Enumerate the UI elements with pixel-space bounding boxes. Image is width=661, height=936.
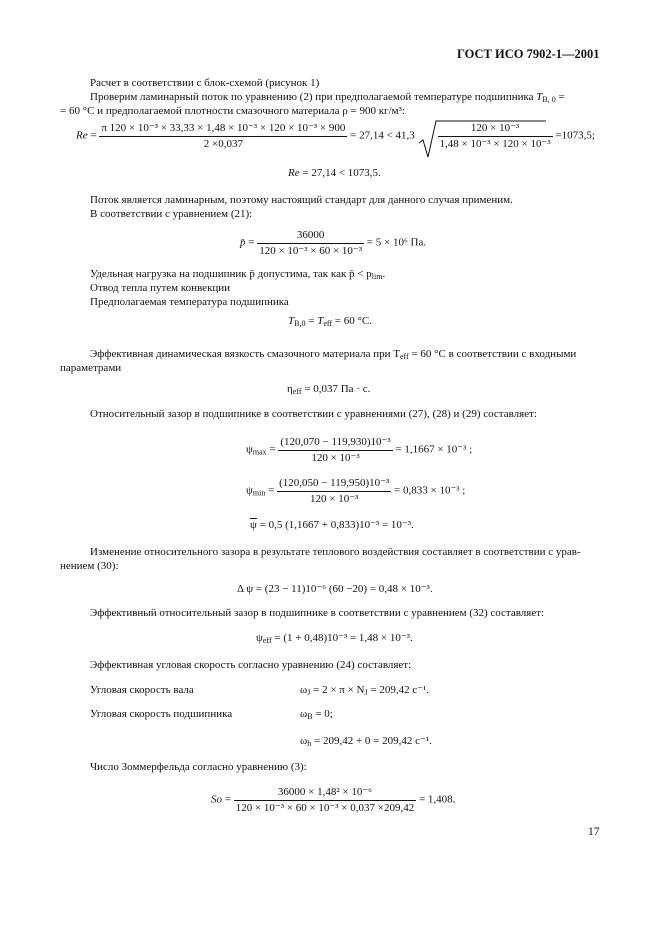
viscosity-text-line-1: Эффективная динамическая вязкость смазочного материала при $T_{eff} = 60$ °С в соответствии с входными: [90, 348, 577, 361]
heat-removal: Отвод тепла путем конвекции: [90, 282, 231, 294]
viscosity-text-line-2: параметрами: [60, 362, 122, 374]
clearance-change-line-1: Изменение относительного зазора в результате теплового воздействия составляет в соответствии с урав-: [90, 546, 581, 558]
psi-min-equation: $\psi_{min}$ = $\frac{\text{(120,050 − 119,950)10⁻³}}{\text{120 × 10⁻³}}$ = 0,833 × 10⁻³ ;: [246, 477, 466, 505]
delta-psi-equation: Δ ψ = (23 − 11)10⁻⁶ (60 −20) = 0,48 × 10⁻³.: [237, 583, 433, 595]
assumed-temperature: Предполагаемая температура подшипника: [90, 296, 289, 308]
clearance-change-line-2: нением (30):: [60, 560, 119, 572]
reynolds-result: Re = 27,14 < 1073,5.: [288, 167, 381, 179]
reynolds-equation: Re = $\frac{\text{π 120 × 10⁻³ × 33,33 × 1,48 × 10⁻³ × 120 × 10⁻³ × 900}}{2 \times 0,037}$ = 27,14 < 41,3 $\frac{\text{120 × 10⁻³}}{\text{1,48 × 10⁻³ × 120 × 10⁻³}}$ =1073,5;: [76, 122, 595, 150]
sommerfeld-intro: Число Зоммерфельда согласно уравнению (3):: [90, 761, 307, 773]
reynolds-fraction: $\frac{\text{π 120 × 10⁻³ × 33,33 × 1,48 × 10⁻³ × 120 × 10⁻³ × 900}}{2 \times 0,037}$: [101, 122, 346, 150]
sqrt-sign-icon: [418, 119, 546, 159]
calc-intro: Расчет в соответствии с блок-схемой (рисунок 1): [90, 77, 320, 89]
specific-load-note: Удельная нагрузка на подшипник p̄ допустима, так как p̄ < $p_{lim}$.: [90, 268, 386, 281]
bearing-velocity-label: Угловая скорость подшипника: [90, 708, 233, 720]
viscosity-equation: $\eta_{eff} = 0,037$ Па · с.: [287, 383, 371, 396]
document-header: ГОСТ ИСО 7902-1—2001: [457, 47, 600, 61]
angular-velocity-intro: Эффективная угловая скорость согласно уравнению (24) составляет:: [90, 659, 412, 671]
eq21-intro: В соответствии с уравнением (21):: [90, 208, 253, 220]
bearing-velocity-equation: $\omega_B = 0$;: [300, 708, 333, 721]
specific-load-equation: p̄ = $\frac{36000}{\text{120 × 10⁻³ × 60 × 10⁻³}}$ = 5 × 10⁶ Па.: [240, 229, 427, 257]
effective-clearance-intro: Эффективный относительный зазор в подшипнике в соответствии с уравнением (32) составляет:: [90, 607, 545, 619]
laminar-check-line-2: = 60 °С и предполагаемой плотности смазочного материала ρ = 900 кг/м³:: [60, 105, 405, 117]
page-number: 17: [588, 826, 600, 838]
sommerfeld-equation: So = $\frac{\text{36000 × 1,48² × 10⁻⁶}}{\text{120 × 10⁻³ × 60 × 10⁻³ × 0,037 ×209,42}}$ = 1,408.: [211, 786, 456, 814]
relative-clearance-intro: Относительный зазор в подшипнике в соответствии с уравнениями (27), (28) и (29) составляет:: [90, 408, 537, 420]
shaft-velocity-equation: $\omega_J = 2 \times \pi \times N_J = 209,42$ c⁻¹.: [300, 684, 430, 697]
shaft-velocity-label: Угловая скорость вала: [90, 684, 194, 696]
temperature-equation: $T_{B,0} = T_{eff} = 60$ °С.: [288, 315, 372, 328]
laminar-conclusion: Поток является ламинарным, поэтому настоящий стандарт для данного случая применим.: [90, 194, 513, 206]
laminar-check-line-1: Проверим ламинарный поток по уравнению (2) при предполагаемой температуре подшипника $T_{B, 0}$ =: [90, 91, 565, 104]
psi-mean-equation: $\overline{\psi} = 0,5$ (1,1667 + 0,833)10⁻³ = 10⁻³.: [250, 519, 414, 531]
psi-max-equation: $\psi_{max}$ = $\frac{\text{(120,070 − 119,930)10⁻³}}{\text{120 × 10⁻³}}$ = 1,1667 × 10⁻³ ;: [246, 436, 473, 464]
effective-velocity-equation: $\omega_h = 209,42 + 0 = 209,42$ c⁻¹.: [300, 735, 432, 748]
psi-eff-equation: $\psi_{eff} = (1 + 0,48)10^{-3} = 1,48 \times 10^{-3}$.: [256, 632, 413, 645]
sqrt-term: $\frac{\text{120 × 10⁻³}}{\text{1,48 × 10⁻³ × 120 × 10⁻³}}$: [418, 122, 553, 150]
